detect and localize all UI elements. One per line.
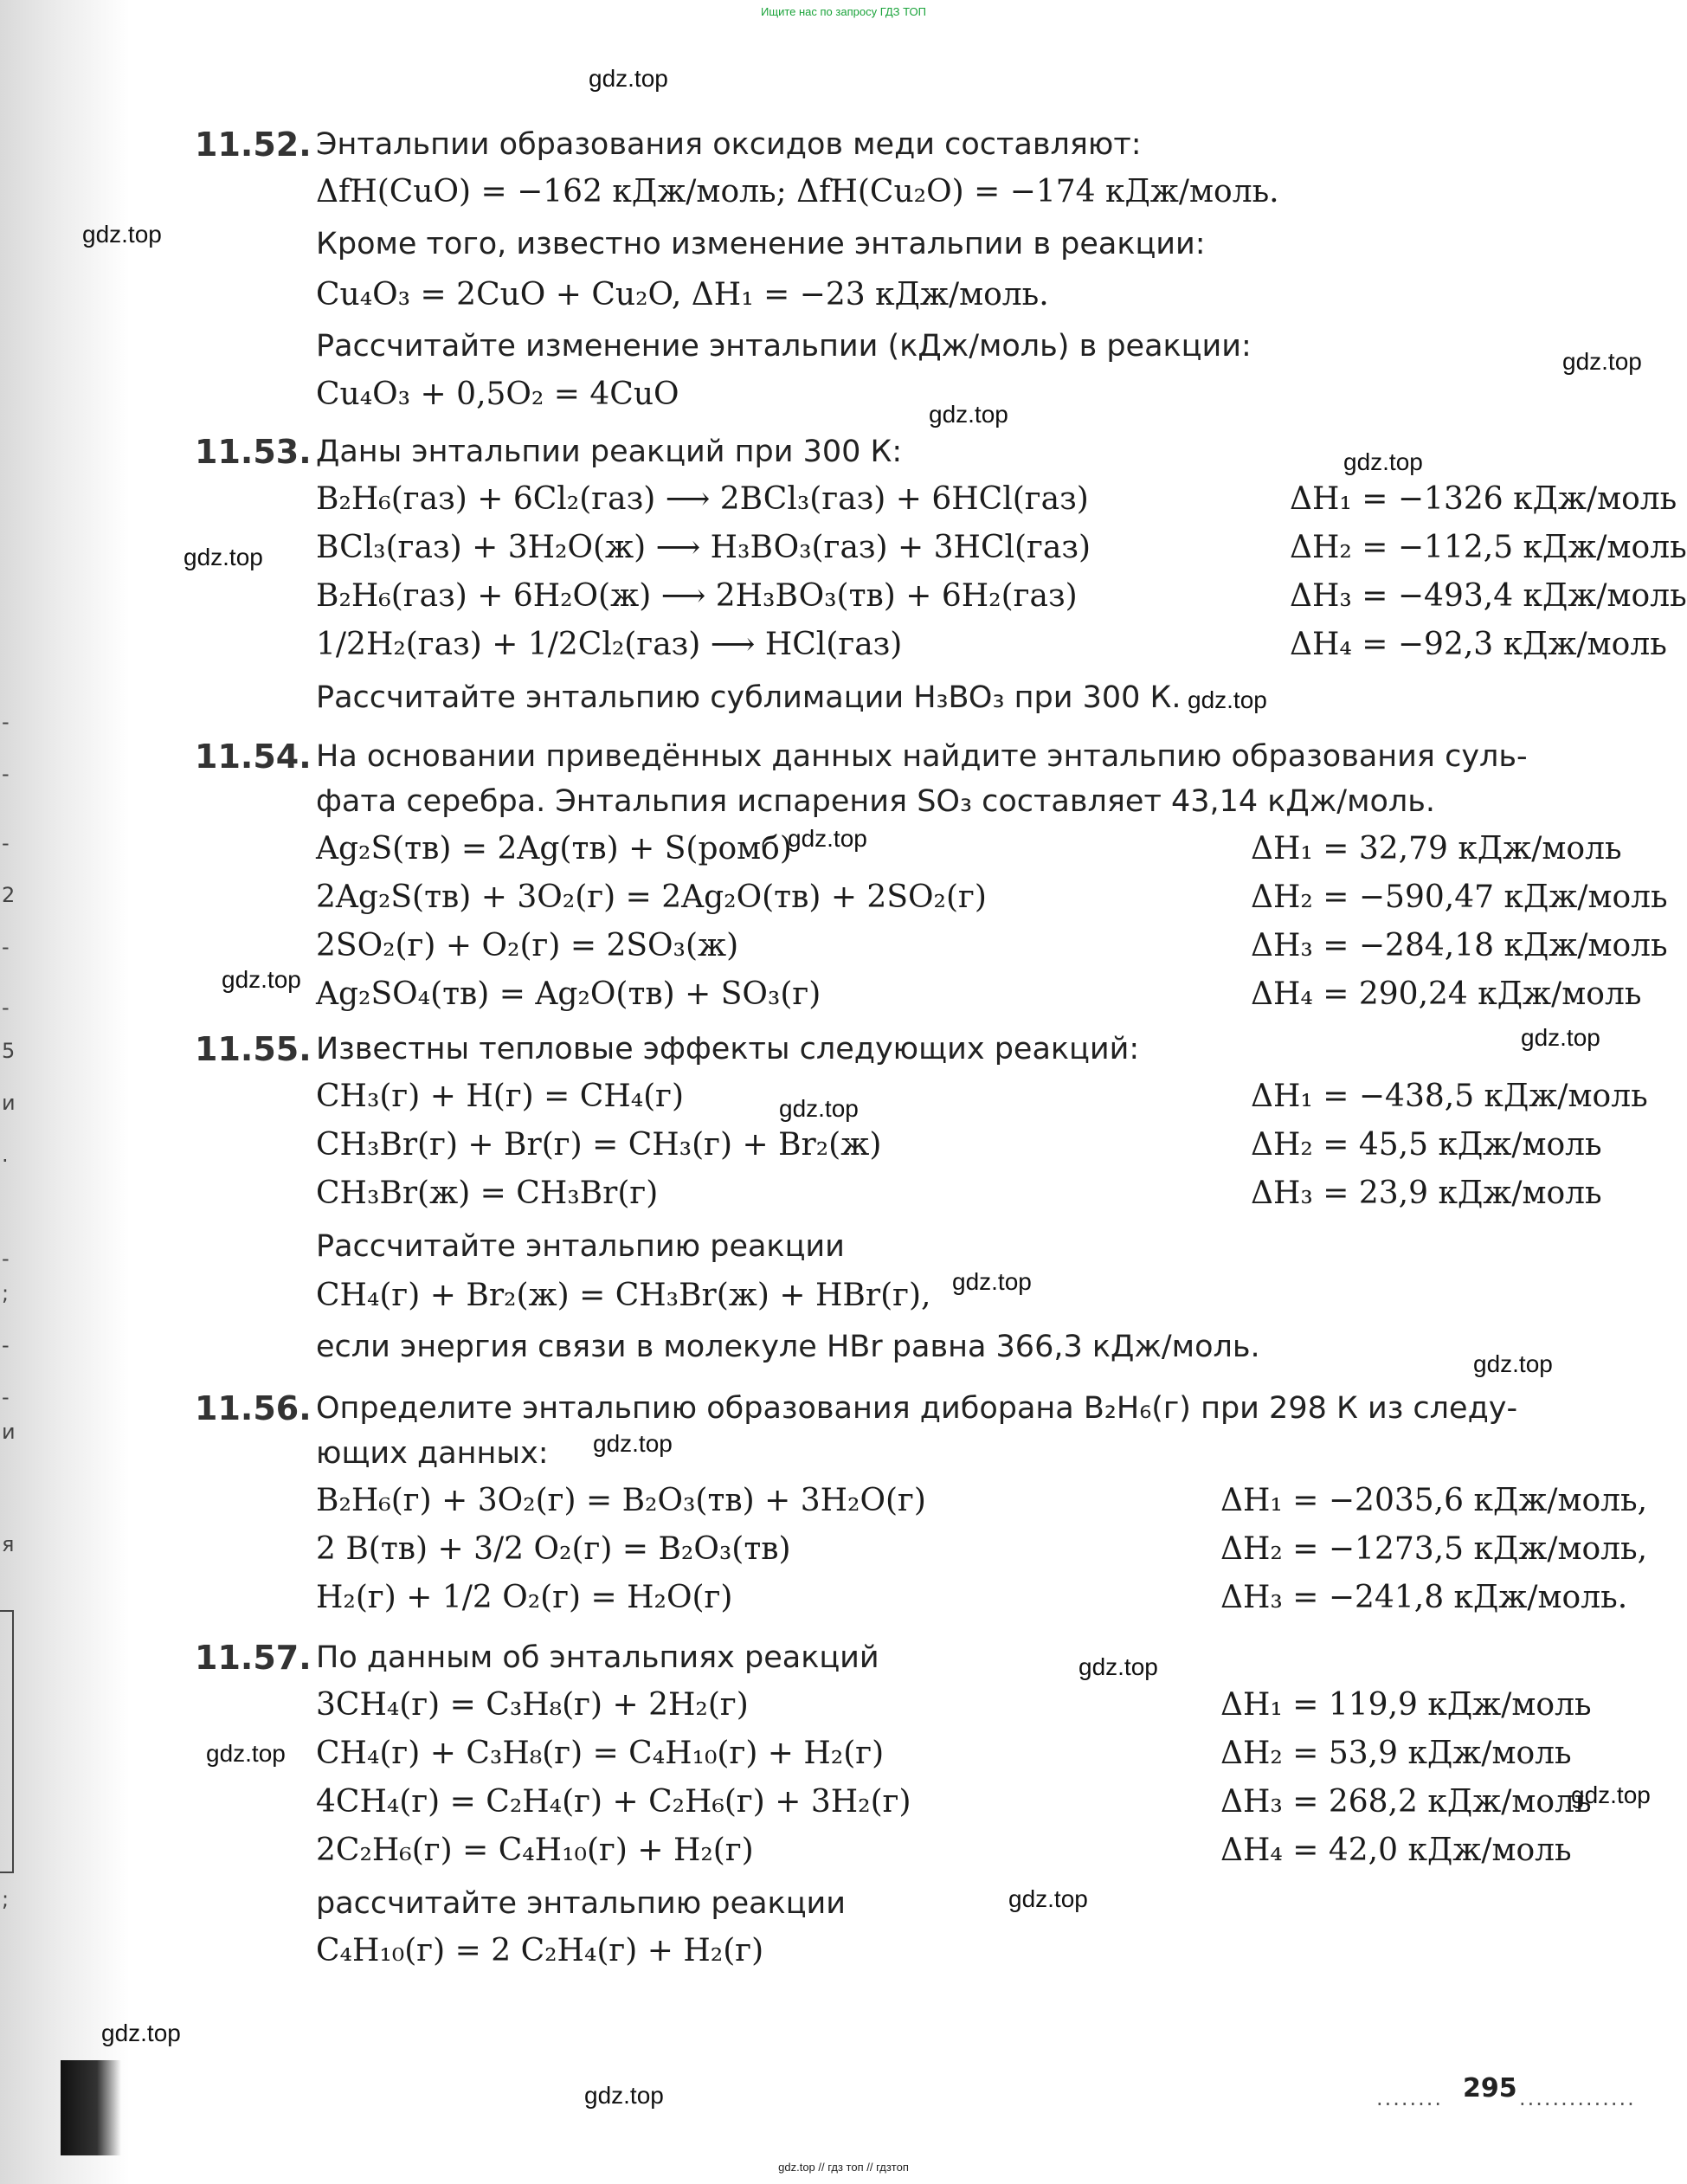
enthalpy-value: ΔH₁ = 32,79 кДж/моль <box>1251 831 1622 867</box>
enthalpy-value: ΔH₂ = −112,5 кДж/моль <box>1290 530 1687 565</box>
watermark: gdz.top <box>1562 348 1642 375</box>
reaction-equation: 2 B(тв) + 3/2 O₂(г) = B₂O₃(тв) <box>316 1531 791 1567</box>
reaction-equation: 1/2H₂(газ) + 1/2Cl₂(газ) ⟶ HCl(газ) <box>316 627 903 662</box>
header-note: Ищите нас по запросу ГДЗ ТОП <box>761 5 926 18</box>
problem-text: По данным об энтальпиях реакций <box>316 1640 879 1675</box>
problem-question: рассчитайте энтальпию реакции <box>316 1886 847 1921</box>
problem-condition: если энергия связи в молекуле HBr равна 366,3 кДж/моль. <box>316 1330 1260 1364</box>
problem-text: Энтальпии образования оксидов меди составляют: <box>316 127 1142 162</box>
reaction-equation: B₂H₆(газ) + 6H₂O(ж) ⟶ 2H₃BO₃(тв) + 6H₂(газ) <box>316 578 1078 614</box>
reaction-equation: 2C₂H₆(г) = C₄H₁₀(г) + H₂(г) <box>316 1833 754 1868</box>
page-edge-shadow <box>0 0 130 2184</box>
reaction-equation: CH₃Br(г) + Br(г) = CH₃(г) + Br₂(ж) <box>316 1127 882 1163</box>
enthalpy-value: ΔH₁ = 119,9 кДж/моль <box>1220 1687 1592 1723</box>
margin-table-fragment <box>0 1610 14 1873</box>
watermark: gdz.top <box>1521 1024 1600 1051</box>
reaction-equation: Ag₂SO₄(тв) = Ag₂O(тв) + SO₃(г) <box>316 976 821 1012</box>
footer-note: gdz.top // гдз топ // гдзтоп <box>778 2161 909 2174</box>
enthalpy-value: ΔH₁ = −438,5 кДж/моль <box>1251 1079 1648 1114</box>
watermark: gdz.top <box>1571 1781 1651 1808</box>
enthalpy-value: ΔH₁ = −1326 кДж/моль <box>1290 481 1677 517</box>
enthalpy-value: ΔH₃ = −493,4 кДж/моль <box>1290 578 1687 614</box>
reaction-equation: 3CH₄(г) = C₃H₈(г) + 2H₂(г) <box>316 1687 749 1723</box>
enthalpy-value: ΔH₂ = 45,5 кДж/моль <box>1251 1127 1602 1163</box>
formation-enthalpy-data: ΔfH(CuO) = −162 кДж/моль; ΔfH(Cu₂O) = −174 кДж/моль. <box>316 174 1279 209</box>
watermark: gdz.top <box>206 1740 286 1767</box>
watermark: gdz.top <box>589 65 668 92</box>
reaction-equation: CH₃(г) + H(г) = CH₄(г) <box>316 1079 685 1114</box>
reaction-equation: H₂(г) + 1/2 O₂(г) = H₂O(г) <box>316 1580 733 1615</box>
reaction-equation: 2SO₂(г) + O₂(г) = 2SO₃(ж) <box>316 928 739 963</box>
problem-question: Рассчитайте энтальпию сублимации H₃BO₃ при 300 К. <box>316 680 1182 715</box>
problem-number: 11.54. <box>195 738 312 776</box>
reaction-equation: CH₃Br(ж) = CH₃Br(г) <box>316 1176 659 1211</box>
watermark: gdz.top <box>929 401 1008 428</box>
reaction-equation: CH₄(г) + C₃H₈(г) = C₄H₁₀(г) + H₂(г) <box>316 1736 885 1771</box>
page-number: 295 <box>1463 2073 1517 2103</box>
problem-text: Известны тепловые эффекты следующих реакций: <box>316 1032 1140 1066</box>
watermark: gdz.top <box>1008 1885 1088 1912</box>
reaction-equation: B₂H₆(г) + 3O₂(г) = B₂O₃(тв) + 3H₂O(г) <box>316 1483 926 1518</box>
target-reaction: CH₄(г) + Br₂(ж) = CH₃Br(ж) + HBr(г), <box>316 1278 931 1313</box>
watermark: gdz.top <box>184 544 263 570</box>
reaction-equation: Ag₂S(тв) = 2Ag(тв) + S(ромб) <box>316 831 792 867</box>
enthalpy-value: ΔH₄ = −92,3 кДж/моль <box>1290 627 1667 662</box>
problem-question: Рассчитайте энтальпию реакции <box>316 1229 845 1264</box>
problem-number: 11.57. <box>195 1639 312 1677</box>
enthalpy-value: ΔH₂ = −1273,5 кДж/моль, <box>1220 1531 1648 1567</box>
problem-number: 11.52. <box>195 126 312 164</box>
problem-text: Кроме того, известно изменение энтальпии в реакции: <box>316 227 1206 261</box>
enthalpy-value: ΔH₃ = −241,8 кДж/моль. <box>1220 1580 1628 1615</box>
problem-text: На основании приведённых данных найдите энтальпию образования суль- <box>316 739 1528 774</box>
watermark: gdz.top <box>222 966 301 993</box>
watermark: gdz.top <box>584 2082 664 2109</box>
reaction-equation: BCl₃(газ) + 3H₂O(ж) ⟶ H₃BO₃(газ) + 3HCl(газ) <box>316 530 1091 565</box>
watermark: gdz.top <box>1188 686 1267 713</box>
reaction-equation: Cu₄O₃ = 2CuO + Cu₂O, ΔH₁ = −23 кДж/моль. <box>316 277 1049 312</box>
watermark: gdz.top <box>788 825 867 852</box>
problem-number: 11.53. <box>195 433 312 471</box>
reaction-equation: 4CH₄(г) = C₂H₄(г) + C₂H₆(г) + 3H₂(г) <box>316 1784 911 1820</box>
enthalpy-value: ΔH₃ = 23,9 кДж/моль <box>1251 1176 1602 1211</box>
reaction-equation: 2Ag₂S(тв) + 3O₂(г) = 2Ag₂O(тв) + 2SO₂(г) <box>316 879 987 915</box>
watermark: gdz.top <box>779 1095 859 1122</box>
problem-text: ющих данных: <box>316 1436 549 1471</box>
target-reaction: C₄H₁₀(г) = 2 C₂H₄(г) + H₂(г) <box>316 1933 764 1968</box>
enthalpy-value: ΔH₃ = 268,2 кДж/моль <box>1220 1784 1592 1820</box>
problem-text: Определите энтальпию образования диборана B₂H₆(г) при 298 К из следу- <box>316 1391 1518 1426</box>
enthalpy-value: ΔH₄ = 42,0 кДж/моль <box>1220 1833 1572 1868</box>
target-reaction: Cu₄O₃ + 0,5O₂ = 4CuO <box>316 377 679 412</box>
watermark: gdz.top <box>82 221 162 248</box>
enthalpy-value: ΔH₂ = 53,9 кДж/моль <box>1220 1736 1572 1771</box>
page-number-leader: .............. <box>1519 2086 1636 2110</box>
watermark: gdz.top <box>593 1430 673 1457</box>
page-number-leader: ........ <box>1376 2086 1444 2110</box>
problem-number: 11.56. <box>195 1389 312 1427</box>
enthalpy-value: ΔH₂ = −590,47 кДж/моль <box>1251 879 1668 915</box>
enthalpy-value: ΔH₁ = −2035,6 кДж/моль, <box>1220 1483 1648 1518</box>
watermark: gdz.top <box>1343 448 1423 475</box>
problem-question: Рассчитайте изменение энтальпии (кДж/моль) в реакции: <box>316 329 1252 364</box>
watermark: gdz.top <box>952 1268 1032 1295</box>
enthalpy-value: ΔH₃ = −284,18 кДж/моль <box>1251 928 1668 963</box>
problem-number: 11.55. <box>195 1030 312 1068</box>
problem-text: Даны энтальпии реакций при 300 К: <box>316 435 903 469</box>
book-spine <box>61 2060 121 2155</box>
watermark: gdz.top <box>1079 1653 1158 1680</box>
watermark: gdz.top <box>1473 1350 1553 1377</box>
problem-text: фата серебра. Энтальпия испарения SO₃ составляет 43,14 кДж/моль. <box>316 784 1436 819</box>
watermark: gdz.top <box>101 2020 181 2046</box>
reaction-equation: B₂H₆(газ) + 6Cl₂(газ) ⟶ 2BCl₃(газ) + 6HCl(газ) <box>316 481 1089 517</box>
enthalpy-value: ΔH₄ = 290,24 кДж/моль <box>1251 976 1642 1012</box>
